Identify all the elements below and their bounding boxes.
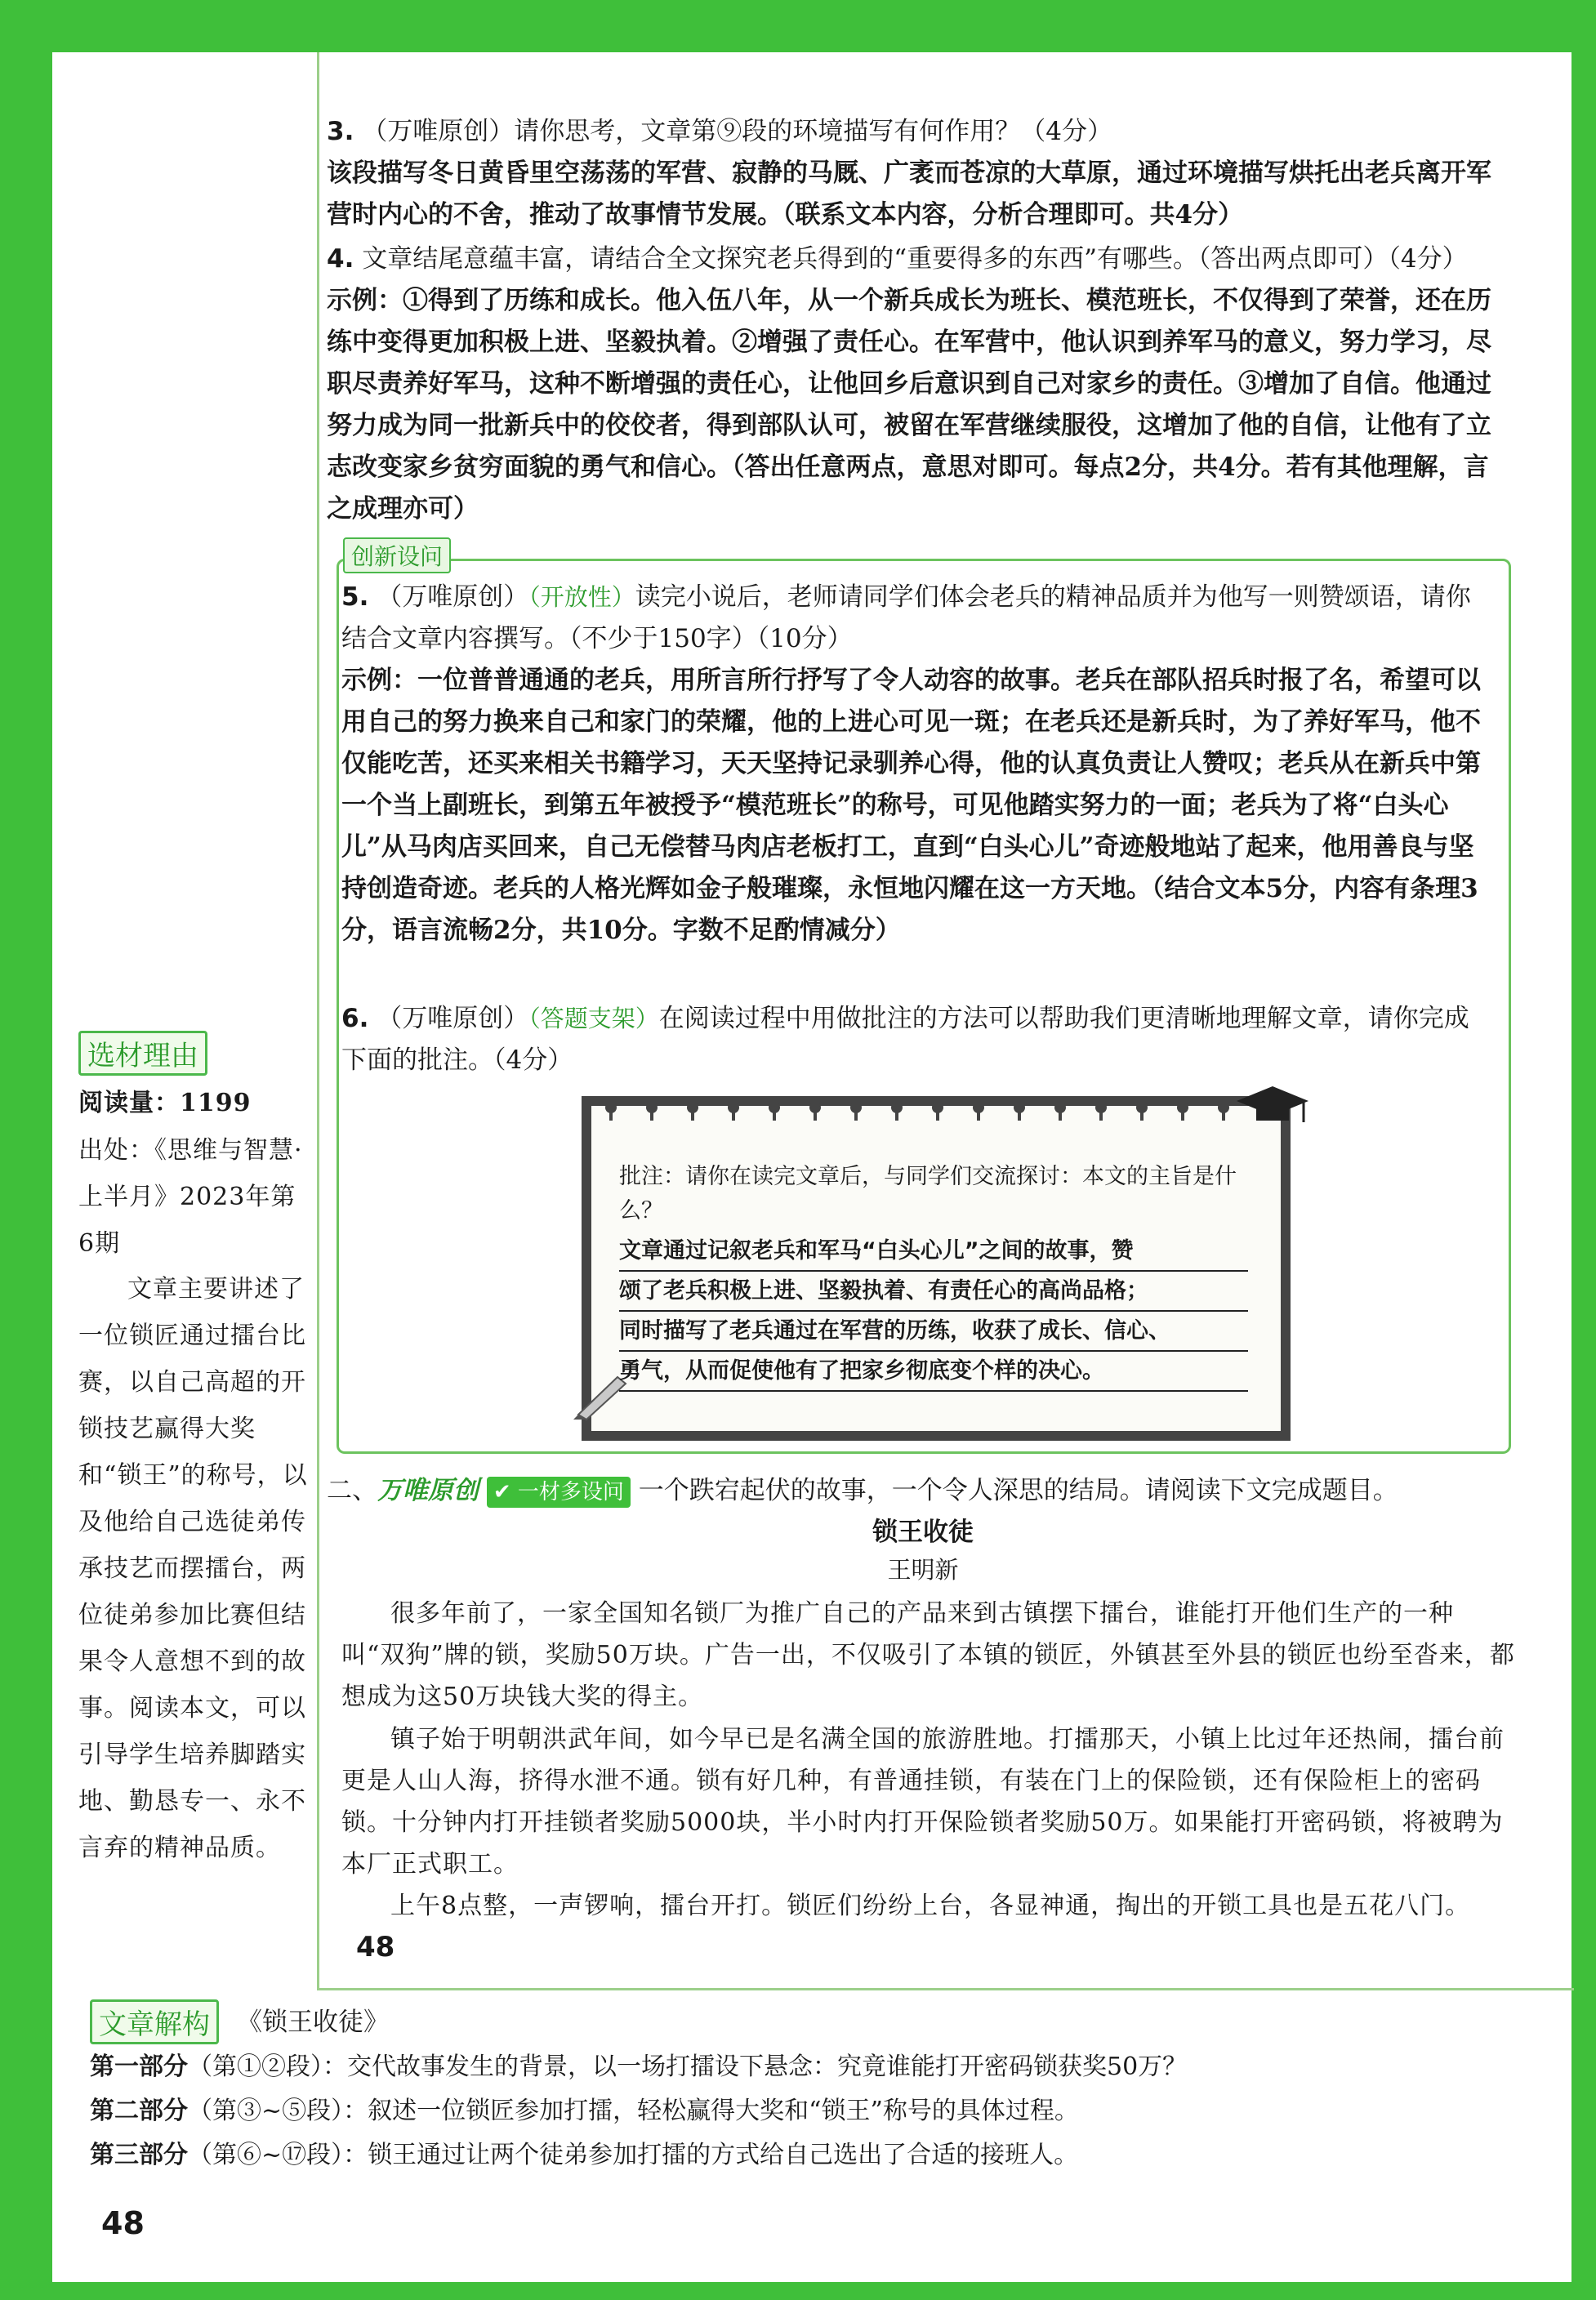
answer-text: 示例：一位普普通通的老兵，用所言所行抒写了令人动容的故事。老兵在部队招兵时报了名，希望可以用自己的努力换来自己和家门的荣耀，他的上进心可见一斑；在老兵还是新兵时，为了养好军马，他不仅能吃苦，还买来相关书籍学习，天天坚持记录驯养心得，他的认真负责让人赞叹；老兵从在新兵中第一个当上副班长，到第五年被授予“模范班长”的称号，可见他踏实努力的一面；老兵为了将“白头心儿”从马肉店买回来，自己无偿替马肉店老板打工，直到“白头心儿”奇迹般地站了起来，他用善良与坚持创造奇迹。老兵的人格光辉如金子般璀璨，永恒地闪耀在这一方天地。（结合文本5分，内容有条理3分，语言流畅2分，共10分。字数不足酌情减分） <box>341 666 1481 945</box>
innovation-label: 创新设问 <box>343 537 451 573</box>
original-badge: 万唯原创 <box>377 1476 479 1505</box>
frame-bottom <box>0 2282 1596 2300</box>
graduation-cap-icon <box>1235 1083 1310 1132</box>
question-prefix: （万唯原创） <box>377 582 529 612</box>
question-prefix: （万唯原创） <box>377 1004 529 1033</box>
part-text: 叙述一位锁匠参加打擂，轻松赢得大奖和“锁王”称号的具体过程。 <box>368 2097 1079 2125</box>
story-title: 锁王收徒 <box>872 1518 974 1547</box>
question-number: 6. <box>341 1004 369 1033</box>
story-paragraph: 上午8点整，一声锣响，擂台开打。锁匠们纷纷上台，各显神通，掏出的开锁工具也是五花八门。 <box>390 1892 1471 1920</box>
multi-question-badge: ✔ 一材多设问 <box>487 1477 631 1508</box>
selection-summary: 文章主要讲述了一位锁匠通过擂台比赛，以自己高超的开锁技艺赢得大奖和“锁王”的称号，以及他给自己选徒弟传承技艺而摆擂台，两位徒弟参加比赛但结果令人意想不到的故事。阅读本文，可以引导学生培养脚踏实地、勤恳专一、永不言弃的精神品质。 <box>78 1275 308 1862</box>
question-6 <box>341 998 1491 1081</box>
question-text: 在阅读过程中用做批注的方法可以帮助我们更清晰地理解文章，请你完成下面的批注。（4分） <box>341 1004 1469 1075</box>
question-text: （万唯原创）请你思考，文章第⑨段的环境描写有何作用？（4分） <box>362 117 1112 146</box>
word-count: 阅读量：1199 <box>78 1089 252 1117</box>
question-4 <box>327 238 1503 530</box>
question-number: 4. <box>327 244 354 274</box>
frame-top <box>0 0 1596 52</box>
open-tag: （开放性） <box>528 583 635 611</box>
question-5 <box>341 577 1491 952</box>
question-text: 文章结尾意蕴丰富，请结合全文探究老兵得到的“重要得多的东西”有哪些。（答出两点即可）（4分） <box>362 244 1468 274</box>
part-text: 交代故事发生的背景，以一场打擂设下悬念：究竟谁能打开密码锁获奖50万？ <box>347 2053 1188 2081</box>
answer-line: 同时描写了老兵通过在军营的历练，收获了成长、信心、 <box>619 1312 1248 1352</box>
part-label: 第一部分 <box>90 2053 188 2081</box>
answer-text: 该段描写冬日黄昏里空荡荡的军营、寂静的马厩、广袤而苍凉的大草原，通过环境描写烘托出老兵离开军营时内心的不舍，推动了故事情节发展。（联系文本内容，分析合理即可。共4分） <box>327 158 1491 230</box>
answer-line: 勇气，从而促使他有了把家乡彻底变个样的决心。 <box>619 1352 1248 1392</box>
answer-line: 文章通过记叙老兵和军马“白头心儿”之间的故事，赞 <box>619 1232 1248 1272</box>
answer-text: 示例：①得到了历练和成长。他入伍八年，从一个新兵成长为班长、模范班长，不仅得到了荣誉，还在历练中变得更加积极上进、坚毅执着。②增强了责任心。在军营中，他认识到养军马的意义，努力学习，尽职尽责养好军马，这种不断增强的责任心，让他回乡后意识到自己对家乡的责任。③增加了自信。他通过努力成为同一批新兵中的佼佼者，得到部队认可，被留在军营继续服役，这增加了他的自信，让他有了立志改变家乡贫穷面貌的勇气和信心。（答出任意两点，意思对即可。每点2分，共4分。若有其他理解，言之成理亦可） <box>327 286 1491 524</box>
part-text: 锁王通过让两个徒弟参加打擂的方式给自己选出了合适的接班人。 <box>368 2141 1079 2169</box>
question-text: 读完小说后，老师请同学们体会老兵的精神品质并为他写一则赞颂语，请你结合文章内容撰写。（不少于150字）（10分） <box>341 582 1471 653</box>
frame-right <box>1571 0 1596 2300</box>
part-range: （第③~⑤段）： <box>188 2097 368 2125</box>
question-3 <box>327 111 1503 236</box>
section-2-header <box>327 1470 1398 1511</box>
section-number: 二、 <box>327 1476 377 1505</box>
scaffold-tag: （答题支架） <box>528 1005 659 1032</box>
structure-title: 文章解构 <box>90 1999 219 2044</box>
question-number: 3. <box>327 117 354 146</box>
question-number: 5. <box>341 582 369 612</box>
story-paragraph: 很多年前了，一家全国知名锁厂为推广自己的产品来到古镇摆下擂台，谁能打开他们生产的一种叫“双狗”牌的锁，奖励50万块。广告一出，不仅吸引了本镇的锁匠，外镇甚至外县的锁匠也纷至沓来，都想成为这50万块钱大奖的得主。 <box>341 1599 1515 1711</box>
structure-part <box>90 2047 1187 2088</box>
part-range: （第①②段）： <box>188 2053 347 2081</box>
story-paragraph: 镇子始于明朝洪武年间，如今早已是名满全国的旅游胜地。打擂那天，小镇上比过年还热闹，擂台前更是人山人海，挤得水泄不通。锁有好几种，有普通挂锁，有装在门上的保险锁，还有保险柜上的密码锁。十分钟内打开挂锁者奖励5000块，半小时内打开保险锁者奖励50万。如果能打开密码锁，将被聘为本厂正式职工。 <box>341 1725 1505 1879</box>
story-author: 王明新 <box>887 1556 959 1584</box>
answer-line: 颂了老兵积极上进、坚毅执着、有责任心的高尚品格； <box>619 1272 1248 1312</box>
part-label: 第三部分 <box>90 2141 188 2169</box>
annotation-prompt: 批注：请你在读完文章后，与同学们交流探讨：本文的主旨是什么？ <box>619 1164 1237 1224</box>
structure-book: 《锁王收徒》 <box>237 2008 389 2037</box>
part-label: 第二部分 <box>90 2097 188 2125</box>
inner-page-number: 48 <box>356 1931 395 1963</box>
selection-reason-title: 选材理由 <box>78 1031 207 1076</box>
page-number: 48 <box>101 2205 145 2241</box>
part-range: （第⑥~⑰段）： <box>188 2141 368 2169</box>
annotation-answer <box>619 1232 1248 1392</box>
structure-part <box>90 2091 1079 2132</box>
structure-part <box>90 2135 1078 2176</box>
notebook-rings-icon <box>586 1101 1266 1125</box>
frame-left <box>0 0 52 2300</box>
source: 出处：《思维与智慧·上半月》2023年第6期 <box>78 1136 303 1258</box>
section-intro: 一个跌宕起伏的故事，一个令人深思的结局。请阅读下文完成题目。 <box>638 1476 1398 1505</box>
